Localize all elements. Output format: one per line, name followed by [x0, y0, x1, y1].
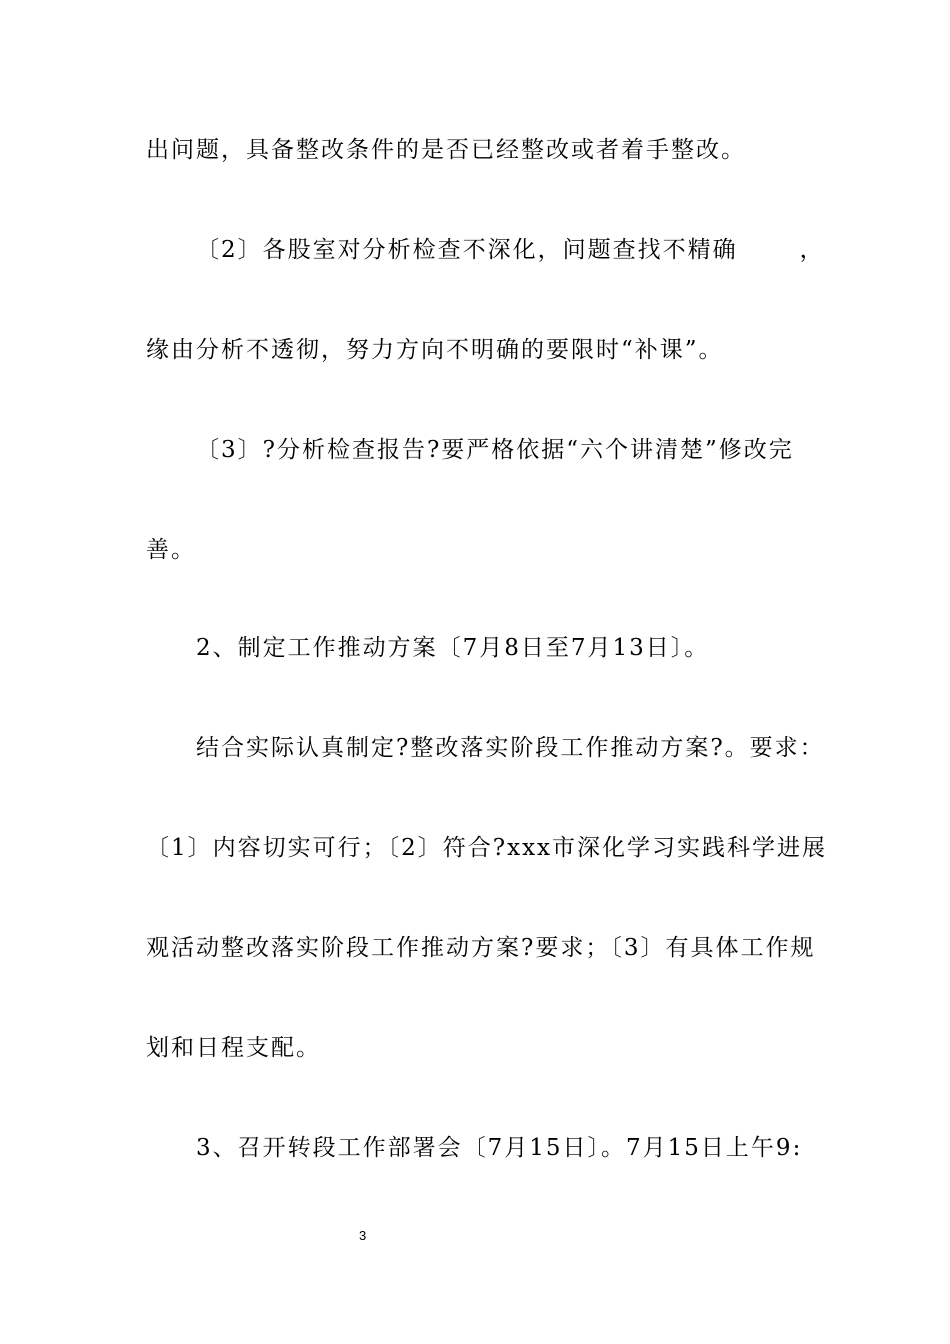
- text-line: 善。: [146, 537, 196, 563]
- section-heading: 2、制定工作推动方案〔7月8日至7月13日〕。: [196, 635, 710, 661]
- text-line: 观活动整改落实阶段工作推动方案?要求；〔3〕有具体工作规: [146, 935, 816, 961]
- page-number: 3: [359, 1228, 367, 1243]
- text-line: 缘由分析不透彻，努力方向不明确的要限时“补课”。: [146, 337, 724, 363]
- text-line: 出问题，具备整改条件的是否已经整改或者着手整改。: [146, 137, 746, 163]
- text-segment: ，: [799, 237, 825, 263]
- text-segment: 〔2〕各股室对分析检查不深化，问题查找不精确: [196, 237, 738, 263]
- text-line: 〔1〕内容切实可行；〔2〕符合?xxx市深化学习实践科学进展: [146, 835, 828, 861]
- text-line: 划和日程支配。: [146, 1035, 321, 1061]
- text-line: [196, 235, 825, 265]
- section-heading: 3、召开转段工作部署会〔7月15日〕。7月15日上午9:: [196, 1135, 803, 1161]
- text-line: 〔3〕?分析检查报告?要严格依据“六个讲清楚”修改完: [196, 437, 794, 463]
- text-line: 结合实际认真制定?整改落实阶段工作推动方案?。要求：: [196, 735, 825, 761]
